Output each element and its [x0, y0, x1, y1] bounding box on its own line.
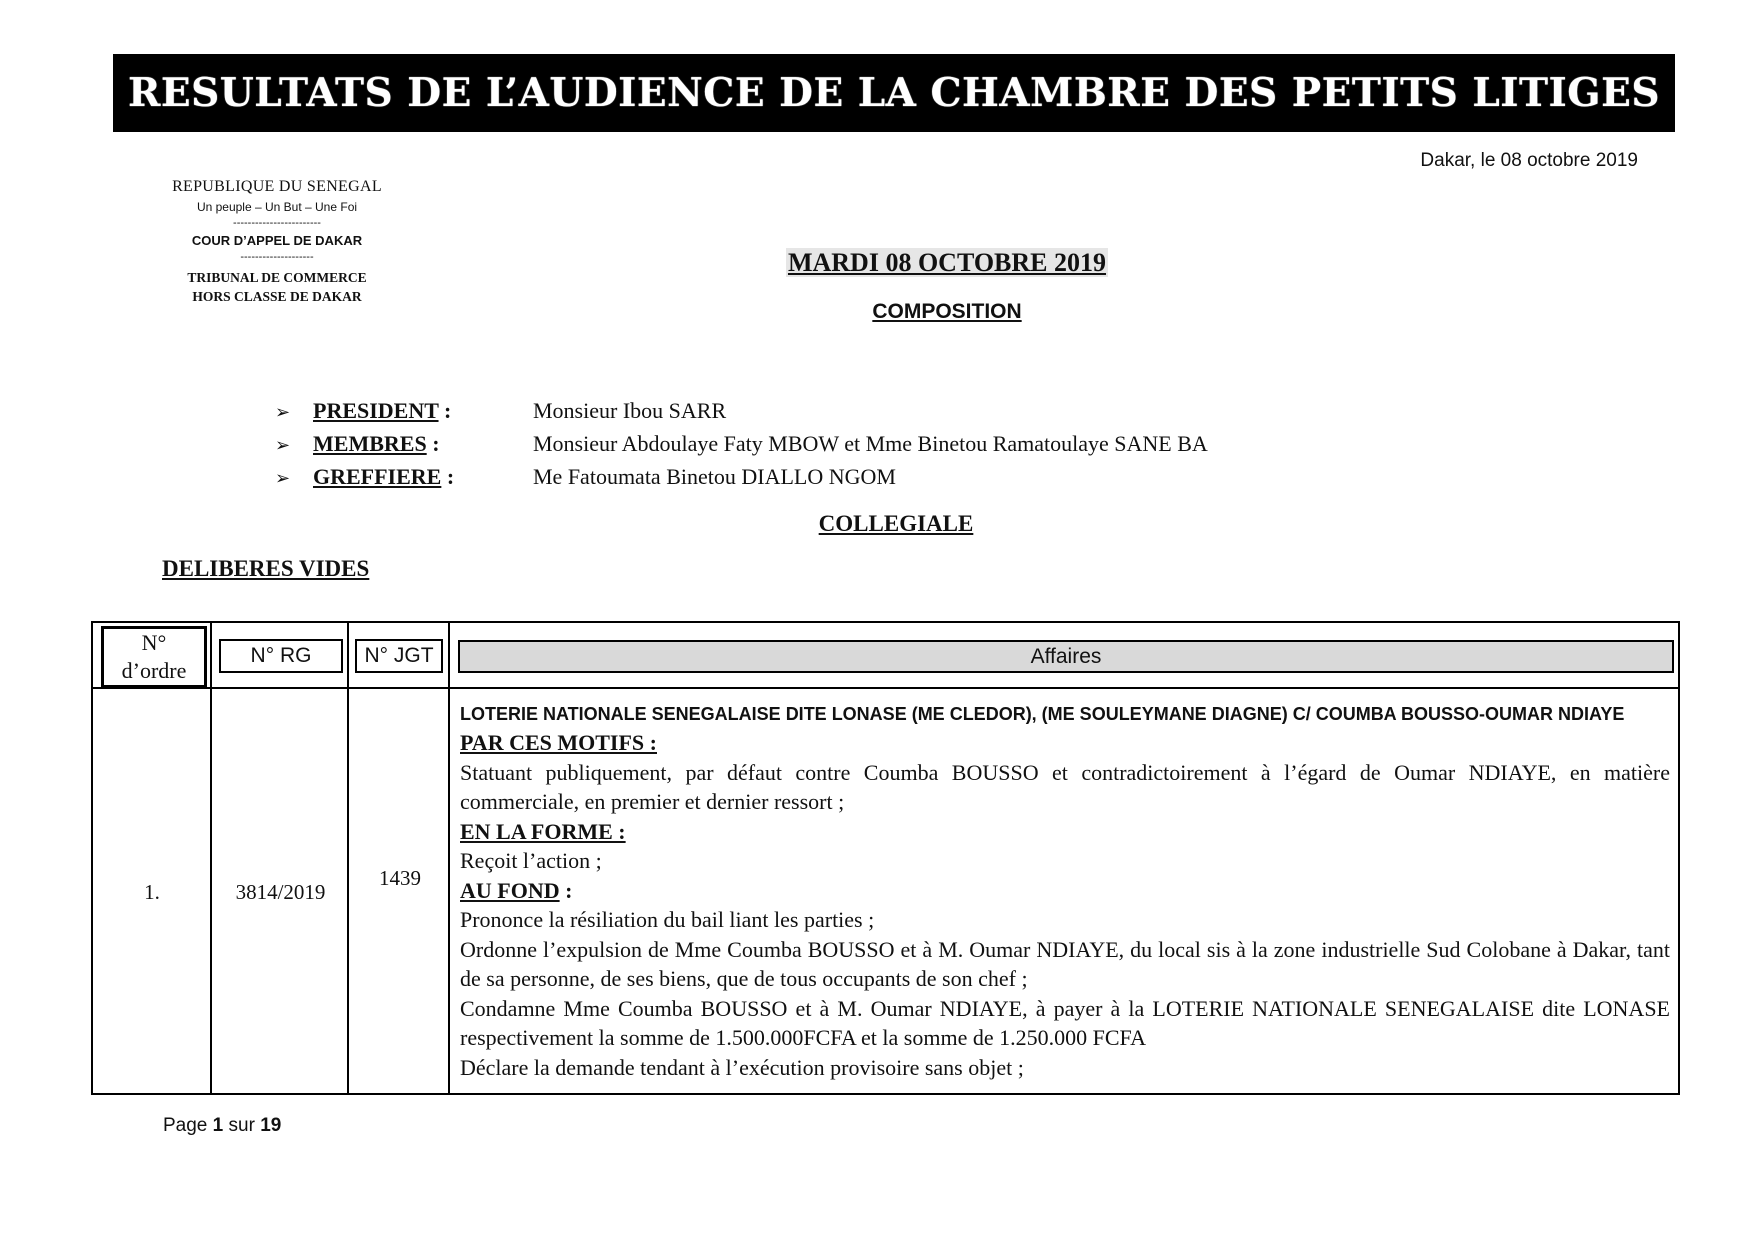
document-date: Dakar, le 08 octobre 2019	[1420, 150, 1638, 171]
member-role: GREFFIERE :	[313, 464, 455, 489]
fond-line: Déclare la demande tendant à l’exécution provisoire sans objet ;	[460, 1054, 1024, 1080]
cell-ordre: 1.	[144, 879, 160, 904]
banner-title: RESULTATS DE L’AUDIENCE DE LA CHAMBRE DES PETITS LITIGES	[113, 54, 1675, 132]
fond-line: Prononce la résiliation du bail liant les parties ;	[460, 907, 875, 932]
header-rg: N° RG	[219, 639, 343, 673]
fond-line: Ordonne l’expulsion de Mme Coumba BOUSSO et à M. Oumar NDIAYE, du local sis à la zone industrielle Sud Colobane à Dakar, tant de sa personne, de ses biens, que de tous occupants de son chef ;	[460, 936, 1670, 991]
member-name: Monsieur Ibou SARR	[533, 398, 727, 423]
member-role: MEMBRES :	[313, 431, 440, 456]
header-affaires: Affaires	[458, 640, 1674, 673]
header-ordre	[101, 626, 207, 688]
arrow-bullet-icon: ➢	[275, 468, 291, 488]
republic-title: REPUBLIQUE DU SENEGAL	[172, 178, 382, 195]
republic-header-block	[135, 178, 419, 306]
member-role: PRESIDENT :	[313, 398, 452, 423]
header-divider	[93, 687, 1678, 689]
separator-line: ------------------------	[233, 217, 321, 229]
cell-jgt: 1439	[379, 865, 421, 890]
composition-list	[275, 398, 1208, 497]
member-name: Me Fatoumata Binetou DIALLO NGOM	[533, 464, 896, 489]
tribunal-name-line2: HORS CLASSE DE DAKAR	[192, 289, 362, 304]
collegiale-title: COLLEGIALE	[818, 511, 974, 536]
composition-title: COMPOSITION	[872, 300, 1022, 323]
page-footer: Page 1 sur 19	[163, 1115, 282, 1136]
tribunal-name-line1: TRIBUNAL DE COMMERCE	[187, 270, 367, 285]
member-row-membres	[275, 431, 1208, 464]
arrow-bullet-icon: ➢	[275, 402, 291, 422]
case-parties: LOTERIE NATIONALE SENEGALAISE DITE LONASE (ME CLEDOR), (ME SOULEYMANE DIAGNE) C/ COUMBA BOUSSO-OUMAR NDIAYE	[460, 704, 1625, 724]
cell-rg: 3814/2019	[235, 879, 326, 904]
arrow-bullet-icon: ➢	[275, 435, 291, 455]
header-ordre-line1: N°	[141, 630, 167, 655]
fond-line: Condamne Mme Coumba BOUSSO et à M. Oumar NDIAYE, à payer à la LOTERIE NATIONALE SENEGALAISE dite LONASE respectivement la somme de 1.500.000FCFA et la somme de 1.250.000 FCFA	[460, 995, 1670, 1050]
page-number: 1	[212, 1115, 224, 1136]
republic-motto: Un peuple – Un But – Une Foi	[196, 200, 358, 214]
separator-line: --------------------	[240, 251, 314, 263]
member-row-greffiere	[275, 464, 1208, 497]
hearing-day-text: MARDI 08 OCTOBRE 2019	[787, 248, 1107, 277]
header-ordre-line2: d’ordre	[121, 658, 187, 683]
fond-heading: AU FOND :	[460, 877, 573, 903]
forme-heading: EN LA FORME :	[460, 818, 626, 844]
member-row-president	[275, 398, 1208, 431]
court-name: COUR D’APPEL DE DAKAR	[191, 233, 363, 248]
forme-text: Reçoit l’action ;	[460, 848, 602, 873]
motifs-heading: PAR CES MOTIFS :	[460, 730, 657, 755]
member-name: Monsieur Abdoulaye Faty MBOW et Mme Binetou Ramatoulaye SANE BA	[533, 431, 1208, 456]
section-title: DELIBERES VIDES	[162, 556, 370, 581]
cell-affaire	[460, 691, 1670, 1093]
page-total: 19	[260, 1115, 282, 1136]
header-jgt: N° JGT	[355, 639, 443, 673]
hearing-day-title	[0, 248, 1754, 278]
results-table	[91, 621, 1680, 1095]
motifs-text: Statuant publiquement, par défaut contre Coumba BOUSSO et contradictoirement à l’égard de Oumar NDIAYE, en matière commerciale, en premier et dernier ressort ;	[460, 759, 1670, 814]
